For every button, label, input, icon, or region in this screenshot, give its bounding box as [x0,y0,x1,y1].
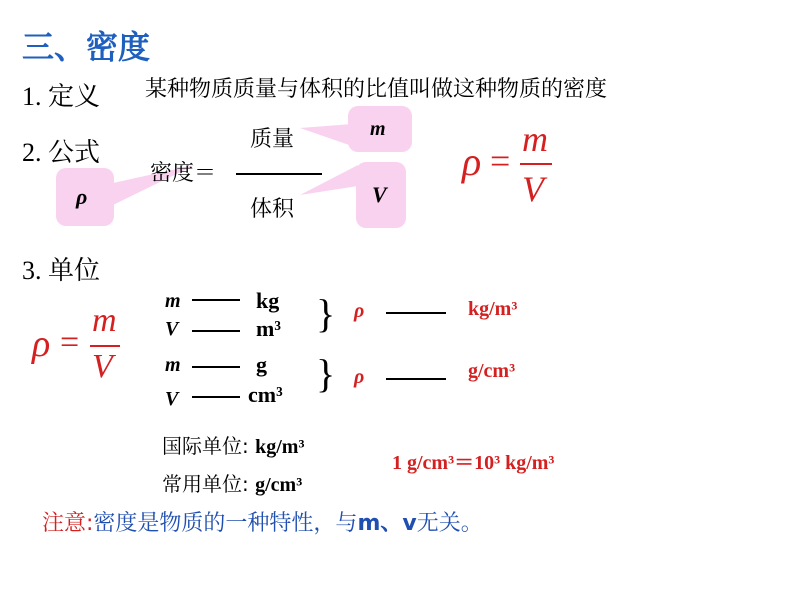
units-m-symbol: m [92,302,117,339]
note-text-b: m、v [357,511,417,536]
row2-m-unit: g [256,352,267,377]
formula-eq-symbol: = [490,141,511,181]
units-rho-symbol: ρ [32,323,51,365]
callout-arrow-m [300,124,352,146]
definition-text: 某种物质质量与体积的比值叫做这种物质的密度 [145,77,608,102]
callout-v-box [356,162,406,228]
note-prefix: 注意: [42,511,94,536]
formula-denominator: 体积 [250,197,295,222]
callout-rho-box [56,168,114,226]
note-text-a: 密度是物质的一种特性，与 [93,511,358,536]
common-unit-row [162,468,302,497]
section-definition-label: 1. 定义 [22,82,101,111]
row1-rho-line [386,312,446,314]
row2-rho: ρ [354,366,365,388]
row2-v-line [192,396,240,398]
callout-v-text: V [372,182,387,207]
row1-v-unit: m³ [256,316,281,341]
callout-rho-text: ρ [76,184,88,209]
section-units-label: 3. 单位 [22,256,101,285]
formula-m-symbol: m [522,119,548,159]
formula-fraction-bar [236,173,322,175]
row1-v-line [192,330,240,332]
units-v-symbol: V [92,348,113,385]
section-formula-label: 2. 公式 [22,138,101,167]
units-fraction-bar [90,345,120,347]
intl-unit-value: kg/m³ [255,436,305,458]
row2-rho-line [386,378,446,380]
row2-v-unit: cm³ [248,382,283,407]
formula-symbol-bar [520,163,552,165]
row1-brace: } [316,291,336,336]
note-text-c: 无关。 [416,511,483,536]
formula-numerator: 质量 [250,127,295,152]
unit-conversion: 1 g/cm³＝10³ kg/m³ [392,452,555,474]
callout-m-box [348,106,412,152]
row1-m-symbol: m [165,290,181,312]
intl-unit-row [162,430,304,459]
common-unit-value: g/cm³ [255,474,303,496]
row1-rho: ρ [354,300,365,322]
formula-word-lhs: 密度＝ [150,161,217,186]
row1-v-symbol: V [165,318,179,340]
note-row [42,506,483,537]
row1-m-line [192,299,240,301]
row2-brace: } [316,351,336,396]
formula-v-symbol: V [522,169,544,209]
callout-m-text: m [370,118,386,140]
row2-m-line [192,366,240,368]
row2-result: g/cm³ [468,360,516,382]
callout-arrow-v [300,165,358,195]
row2-m-symbol: m [165,354,181,376]
row1-result: kg/m³ [468,298,518,320]
formula-rho-symbol: ρ [462,139,482,184]
row1-m-unit: kg [256,288,280,313]
common-unit-label: 常用单位: [162,472,249,496]
units-eq-symbol: = [60,324,80,361]
intl-unit-label: 国际单位: [162,434,249,458]
page-title: 三、密度 [22,28,151,66]
row2-v-symbol: V [165,388,179,410]
